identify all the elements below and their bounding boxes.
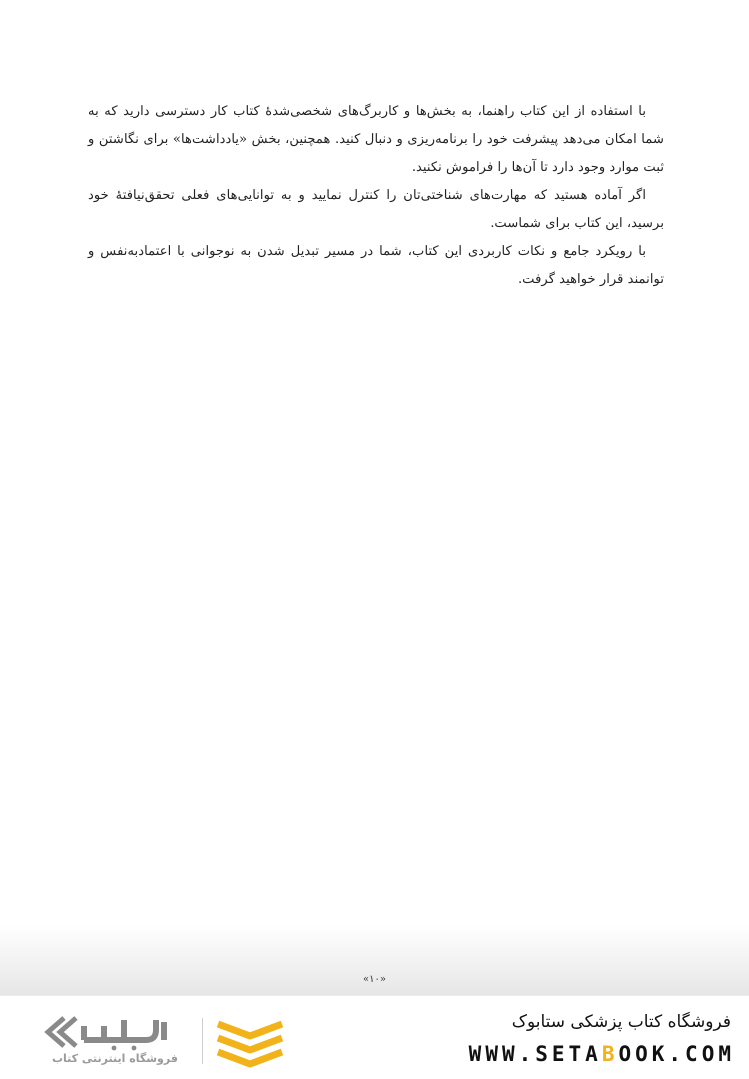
logo-wordmark — [34, 1012, 184, 1074]
url-part-3: OOK.COM — [618, 1042, 735, 1066]
paragraph-1: با استفاده از این کتاب راهنما، به بخش‌ها و کاربرگ‌های شخصی‌شدهٔ کتاب کار دسترسی دارید که به شما امکان می‌دهد پیشرفت خود را برنامه‌ریزی و دنبال کنید. همچنین، بخش «یادداشت‌ها» برای نگاشتن و ثبت موارد وجود دارد تا آن‌ها را فراموش نکنید. — [88, 104, 664, 175]
setabook-logo[interactable] — [34, 1012, 284, 1074]
logo-wordmark-icon — [34, 1012, 184, 1052]
paragraph-2: اگر آماده هستید که مهارت‌های شناختی‌تان را کنترل نمایید و به توانایی‌های فعلی تحقق‌نیافتهٔ خود برسید، این کتاب برای شماست. — [88, 188, 664, 231]
url-part-2: SETA — [535, 1042, 602, 1066]
url-part-1: WWW. — [468, 1042, 536, 1066]
shop-title: فروشگاه کتاب پزشکی ستابوک — [511, 1012, 731, 1032]
book-stack-icon — [214, 1016, 286, 1072]
footer-banner — [0, 995, 749, 1079]
logo-divider — [202, 1018, 203, 1064]
page-number: «۱۰» — [363, 974, 386, 985]
body-text — [88, 98, 664, 294]
logo-subtitle: فروشگاه اینترنتی کتاب — [52, 1052, 178, 1065]
url-part-highlight: B — [601, 1042, 619, 1066]
paragraph-3: با رویکرد جامع و نکات کاربردی این کتاب، شما در مسیر تبدیل شدن به نوجوانی با اعتمادبه‌نفس و توانمند قرار خواهید گرفت. — [88, 244, 664, 287]
shop-url[interactable] — [469, 1042, 735, 1066]
